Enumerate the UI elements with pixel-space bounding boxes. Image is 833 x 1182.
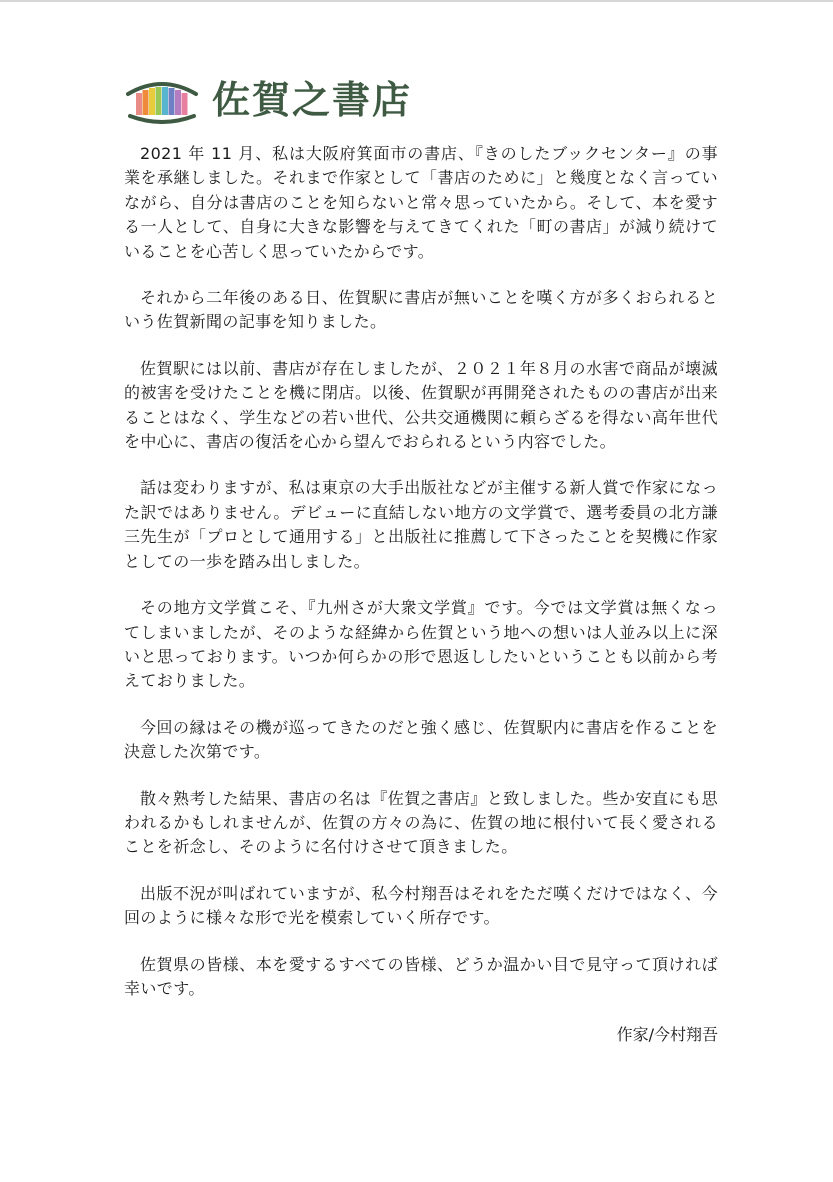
paragraph-2: それから二年後のある日、佐賀駅に書店が無いことを嘆く方が多くおられるという佐賀新聞の記事を知りました。 [124,288,718,332]
paragraph-1: 2021 年 11 月、私は大阪府箕面市の書店、『きのしたブックセンター』の事業を承継しました。それまで作家として「書店のために」と幾度となく言っていながら、自分は書店のことを知らないと常々思っていたから。そして、本を愛する一人として、自身に大きな影響を与えてきてくれた「町の書店」が減り続けていることを心苦しく思っていたからです。 [124,144,718,261]
author-signature: 作家/今村翔吾 [616,1025,718,1045]
paragraph-6: 今回の縁はその機が巡ってきたのだと強く感じ、佐賀駅内に書店を作ることを決意した次第です。 [124,717,718,762]
paragraph-9: 佐賀県の皆様、本を愛するすべての皆様、どうか温かい目で見守って頂ければ幸いです。 [124,954,718,998]
paragraph-7: 散々熟考した結果、書店の名は『佐賀之書店』と致しました。些か安直にも思われるかもしれませんが、佐賀の方々の為に、佐賀の地に根付いて長く愛されることを祈念し、そのように名付けさせて頂きました。 [124,788,718,857]
store-logo [124,76,412,124]
bookshelf-logo-icon [124,76,200,124]
paragraph-3: 佐賀駅には以前、書店が存在しましたが、２０２１年８月の水害で商品が壊滅的被害を受けたことを機に閉店。以後、佐賀駅が再開発されたものの書店が出来ることはなく、学生などの若い世代、公共交通機関に頼らざるを得ない高年世代を中心に、書店の復活を心から望んでおられるという内容でした。 [124,358,718,452]
paragraph-5: その地方文学賞こそ、『九州さが大衆文学賞』です。今では文学賞は無くなってしまいましたが、そのような経緯から佐賀という地への想いは人並み以上に深いと思っております。いつか何らかの形で恩返ししたいということも以前から考えておりました。 [124,598,718,691]
store-name: 佐賀之書店 [212,78,413,122]
page-top-border [0,0,833,2]
letter-body [124,142,718,1047]
paragraph-8: 出版不況が叫ばれていますが、私今村翔吾はそれをただ嘆くだけではなく、今回のように様々な形で光を模索していく所存です。 [124,883,718,928]
paragraph-4: 話は変わりますが、私は東京の大手出版社などが主催する新人賞で作家になった訳ではありません。デビューに直結しない地方の文学賞で、選考委員の北方謙三先生が「プロとして通用する」と出版社に推薦して下さったことを契機に作家としての一歩を踏み出しました。 [124,478,718,571]
